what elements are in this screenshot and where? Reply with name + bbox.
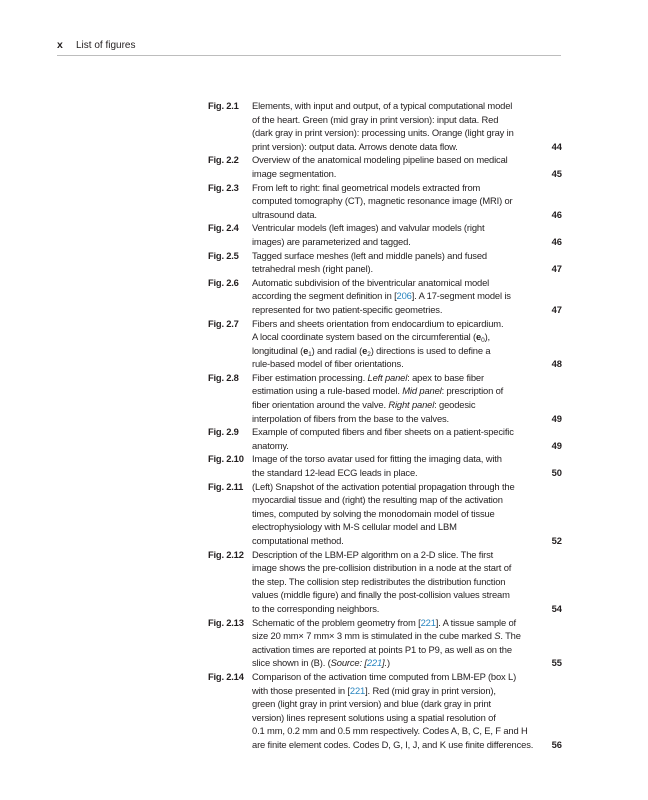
figure-label: Fig. 2.1: [208, 100, 239, 111]
citation-link[interactable]: 221: [366, 657, 383, 669]
figure-caption: Example of computed fibers and fiber sheets on a patient-specific anatomy.: [252, 426, 514, 451]
list-item[interactable]: [208, 181, 562, 222]
figure-label: Fig. 2.8: [208, 371, 239, 383]
figure-caption: (Left) Snapshot of the activation potential propagation through the myocardial tissue and (right) the resulting map of the activation times, computed by solving the monodomain model of tissue electrophysiology with M-S cellular model and LBM computational method.: [252, 480, 515, 546]
page-ref[interactable]: 46: [551, 235, 562, 247]
citation-link[interactable]: 221: [349, 684, 366, 696]
list-item[interactable]: [208, 371, 562, 425]
page-ref[interactable]: 50: [551, 467, 562, 479]
list-item[interactable]: [208, 99, 562, 153]
list-item[interactable]: [208, 425, 562, 452]
figure-label: Fig. 2.12: [208, 548, 244, 560]
list-item[interactable]: [208, 249, 562, 276]
page-ref[interactable]: 47: [551, 303, 562, 315]
figure-label: Fig. 2.13: [208, 616, 244, 628]
figure-caption: Fibers and sheets orientation from endocardium to epicardium. A local coordinate system based on the circumferential $(e_0)$, longitudinal $(e_1)$ and radial $(e_2)$ directions is used to define a rule-based model of fiber orientations.: [252, 317, 504, 370]
running-header: [57, 39, 561, 56]
figure-caption: Ventricular models (left images) and valvular models (right images) are parameterized and tagged.: [252, 222, 485, 247]
list-item[interactable]: [208, 153, 562, 180]
list-item[interactable]: [208, 480, 562, 548]
figure-label: Fig. 2.14: [208, 670, 244, 682]
list-item[interactable]: [208, 276, 562, 317]
figure-label: Fig. 2.3: [208, 181, 239, 193]
figure-label: Fig. 2.11: [208, 480, 244, 492]
figure-label: Fig. 2.9: [208, 426, 239, 438]
page-ref[interactable]: 48: [551, 358, 562, 370]
page-ref[interactable]: 49: [551, 412, 562, 424]
page-ref[interactable]: 56: [551, 738, 562, 750]
figure-caption: Fiber estimation processing. Left panel: apex to base fiber estimation using a rule-based model. Mid panel: prescription of fiber orientation around the valve. Right panel: geodesic interpolation of fibers from the base to the valves.: [252, 371, 504, 424]
figure-caption: Elements, with input and output, of a typical computational model of the heart. Green (mid gray in print version): input data. Red (dark gray in print version): processing units. Orange (light gray in print version): output data. Arrows denote data flow.: [252, 100, 514, 152]
page-ref[interactable]: 45: [551, 167, 562, 179]
page-ref[interactable]: 52: [551, 535, 562, 546]
page-ref[interactable]: 49: [551, 439, 562, 451]
page-ref[interactable]: 55: [551, 657, 562, 669]
figure-label: Fig. 2.2: [208, 154, 239, 166]
page-number: x: [57, 39, 63, 51]
citation-link[interactable]: 221: [420, 616, 436, 628]
list-item[interactable]: [208, 452, 562, 479]
figure-caption: Comparison of the activation time computed from LBM-EP (box L) with those presented in [221]. Red (mid gray in print version), green (light gray in print version) and blue (dark gray in print version) lines represent solutions using a spatial resolution of 0.1 mm, 0.2 mm and 0.5 mm respectively. Codes A, B, C, E, F and H are finite element codes. Codes D, G, I, J, and K use finite differences.: [252, 670, 534, 750]
list-item[interactable]: [208, 317, 562, 371]
figure-caption: Overview of the anatomical modeling pipeline based on medical image segmentation.: [252, 154, 508, 179]
figure-label: Fig. 2.4: [208, 222, 239, 234]
figure-caption: Automatic subdivision of the biventricular anatomical model according the segment definition in [206]. A 17-segment model is represented for two patient-specific geometries.: [252, 276, 511, 315]
list-item[interactable]: [208, 670, 562, 752]
figure-caption: Image of the torso avatar used for fitting the imaging data, with the standard 12-lead ECG leads in place.: [252, 453, 502, 479]
page-ref[interactable]: 47: [551, 263, 562, 275]
figure-label: Fig. 2.10: [208, 453, 244, 465]
figure-caption: Tagged surface meshes (left and middle panels) and fused tetrahedral mesh (right panel).: [252, 249, 487, 275]
figure-caption: From left to right: final geometrical models extracted from computed tomography (CT), magnetic resonance image (MRI) or ultrasound data.: [252, 181, 513, 220]
list-item[interactable]: [208, 548, 562, 616]
figure-label: Fig. 2.5: [208, 249, 239, 261]
list-item[interactable]: [208, 616, 562, 670]
figure-caption: Schematic of the problem geometry from [221]. A tissue sample of size 20 mm× 7 mm× 3 mm is stimulated in the cube marked S. The activation times are reported at points P1 to P9, as well as on the slice shown in (B). (Source: [221].): [252, 616, 521, 669]
running-title: List of figures: [76, 40, 136, 51]
page-ref[interactable]: 54: [551, 602, 562, 614]
figure-label: Fig. 2.6: [208, 276, 239, 288]
figure-label: Fig. 2.7: [208, 317, 239, 329]
figure-caption: Description of the LBM-EP algorithm on a 2-D slice. The first image shows the pre-collision distribution in a node at the start of the step. The collision step redistributes the distribution function values (middle figure) and finally the post-collision values stream to the corresponding neighbors.: [252, 548, 512, 614]
citation-link[interactable]: 206: [396, 290, 412, 302]
page-ref[interactable]: 46: [551, 208, 562, 220]
figure-list: [208, 99, 562, 752]
page-ref[interactable]: 44: [551, 140, 562, 152]
list-item[interactable]: [208, 221, 562, 248]
